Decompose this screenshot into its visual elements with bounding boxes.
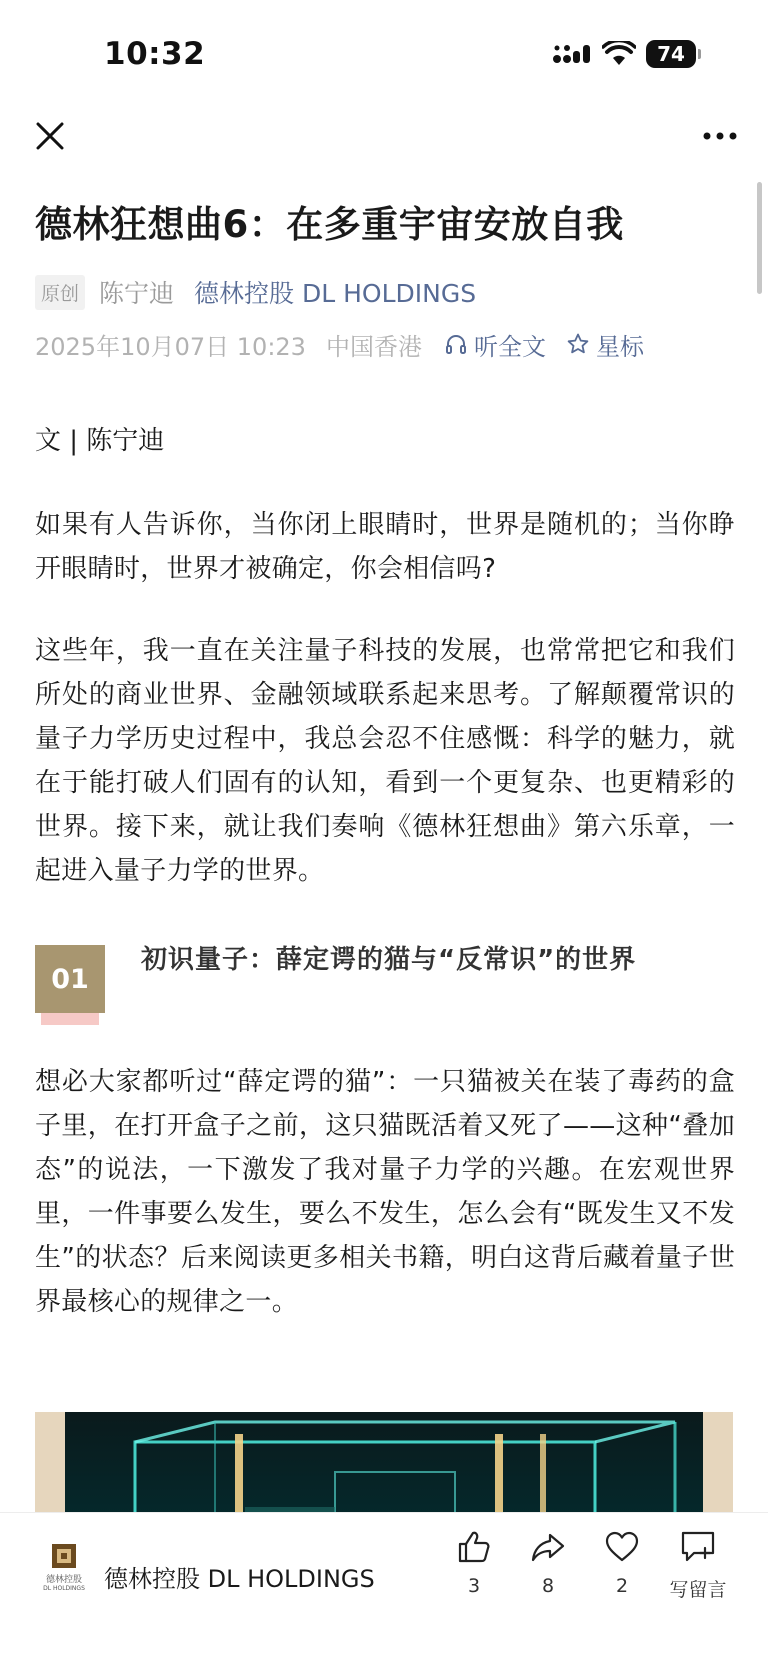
nav-bar: [0, 100, 768, 170]
write-comment-button[interactable]: [658, 1529, 738, 1602]
article-byline: 文 | 陈宁迪: [35, 426, 165, 456]
article-image[interactable]: [35, 1412, 733, 1522]
bottom-account-name[interactable]: 德林控股 DL HOLDINGS: [104, 1565, 375, 1593]
article-meta: [35, 272, 735, 312]
article-meta-secondary: [35, 324, 735, 364]
account-logo-subtext: DL HOLDINGS: [43, 1585, 85, 1592]
star-button[interactable]: [566, 327, 644, 362]
share-icon: [530, 1529, 566, 1565]
section-number: 01: [35, 945, 105, 1013]
scroll-indicator[interactable]: [757, 182, 762, 294]
paragraph-1: 如果有人告诉你，当你闭上眼睛时，世界是随机的；当你睁开眼睛时，世界才被确定，你会相信吗?: [35, 510, 735, 584]
account-logo-icon: [51, 1543, 77, 1569]
article-title: 德林狂想曲6：在多重宇宙安放自我: [35, 203, 624, 246]
section-number-shadow: [41, 1013, 99, 1025]
paragraph-3: 想必大家都听过“薛定谔的猫”：一只猫被关在装了毒药的盒子里，在打开盒子之前，这只猫既活着又死了——这种“叠加态”的说法，一下激发了我对量子力学的兴趣。在宏观世界里，一件事要么发生，要么不发生，怎么会有“既发生又不发生”的状态？后来阅读更多相关书籍，明白这背后藏着量子世界最核心的规律之一。: [35, 1067, 735, 1317]
section-title: 初识量子：薛定谔的猫与“反常识”的世界: [141, 945, 637, 975]
comment-icon: [679, 1529, 717, 1565]
author-name: 陈宁迪: [99, 279, 175, 308]
battery-level: 74: [657, 42, 685, 66]
section-heading: [35, 938, 735, 1038]
share-button[interactable]: [508, 1529, 588, 1597]
star-label: 星标: [595, 332, 644, 361]
favorite-button[interactable]: [582, 1529, 662, 1597]
listen-button[interactable]: [444, 327, 546, 362]
like-button[interactable]: [434, 1529, 514, 1597]
original-badge: 原创: [35, 275, 85, 310]
status-bar: [0, 0, 768, 100]
publish-date: 2025年10月07日 10:23: [35, 332, 306, 361]
battery-icon: [646, 40, 696, 68]
status-icons: [552, 40, 696, 68]
headphones-icon: [444, 332, 468, 356]
close-button[interactable]: [30, 116, 70, 156]
publish-location: 中国香港: [325, 332, 422, 361]
close-icon: [35, 121, 65, 151]
write-comment-label: 写留言: [669, 1579, 727, 1601]
paragraph-2: 这些年，我一直在关注量子科技的发展，也常常把它和我们所处的商业世界、金融领域联系起来思考。了解颠覆常识的量子力学历史过程中，我总会忍不住感慨：科学的魅力，就在于能打破人们固有的认知，看到一个更复杂、也更精彩的世界。接下来，就让我们奏响《德林狂想曲》第六乐章，一起进入量子力学的世界。: [35, 636, 735, 886]
article-content: [35, 200, 735, 1324]
account-logo-text: 德林控股: [45, 1575, 82, 1585]
star-icon: [566, 332, 590, 356]
heart-icon: [604, 1529, 640, 1565]
status-time: 10:32: [104, 36, 206, 72]
account-avatar[interactable]: [40, 1543, 88, 1603]
more-icon: [702, 131, 738, 141]
quantum-box-image: [35, 1412, 733, 1522]
cellular-signal-icon: [552, 42, 592, 66]
share-count: 8: [541, 1575, 555, 1597]
bottom-action-bar: [0, 1512, 768, 1669]
thumbs-up-icon: [456, 1529, 492, 1565]
favorite-count: 2: [615, 1575, 629, 1597]
like-count: 3: [467, 1575, 481, 1597]
more-button[interactable]: [698, 118, 742, 154]
account-link[interactable]: 德林控股 DL HOLDINGS: [194, 279, 477, 308]
wifi-icon: [602, 41, 636, 67]
listen-label: 听全文: [473, 332, 546, 361]
